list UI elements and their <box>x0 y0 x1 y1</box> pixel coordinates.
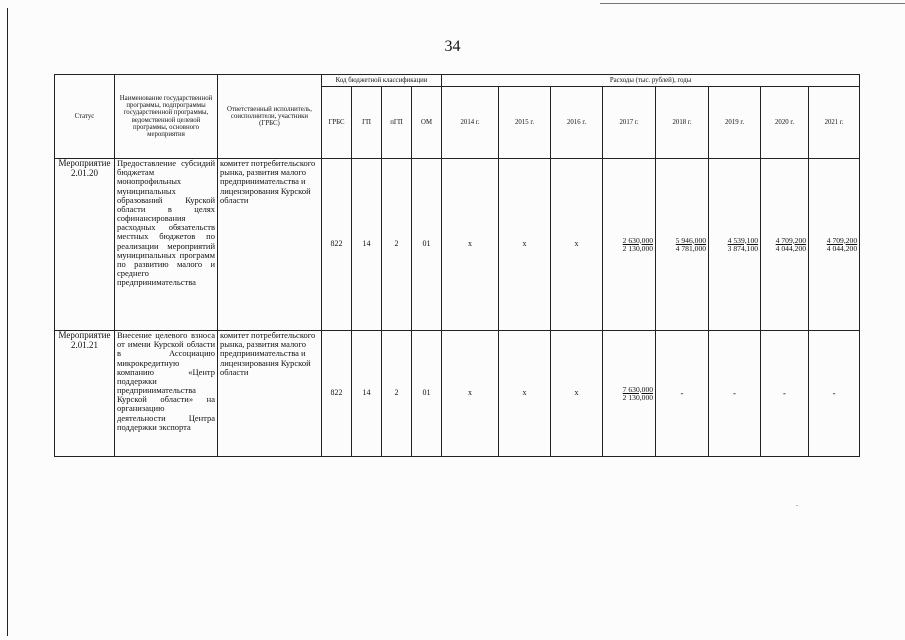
header-year: 2015 г. <box>499 87 551 159</box>
year-value-cell: х <box>442 331 499 457</box>
pgp-cell: 2 <box>382 159 412 331</box>
header-year: 2019 г. <box>709 87 761 159</box>
year-value-cell: х <box>442 159 499 331</box>
gp-cell: 14 <box>352 159 382 331</box>
year-value-cell: - <box>709 331 761 457</box>
header-budget-code: Код бюджетной классификации <box>322 75 442 87</box>
header-name: Наименование государственной программы, подпрограммы государственной программы, ведомственной целевой программы, основного мероприятия <box>115 75 218 159</box>
status-cell: Мероприятие 2.01.20 <box>55 159 115 331</box>
value-regional: 2 130,000 <box>622 243 654 253</box>
om-cell: 01 <box>412 159 442 331</box>
year-value-cell: - <box>809 331 860 457</box>
year-value-cell <box>603 159 656 331</box>
value-regional: 4 044,200 <box>826 243 858 253</box>
year-value-cell <box>656 159 709 331</box>
year-value-cell: х <box>551 159 603 331</box>
header-year: 2016 г. <box>551 87 603 159</box>
header-responsible: Ответственный исполнитель, соисполнители, участники (ГРБС) <box>218 75 322 159</box>
table-row <box>55 331 860 457</box>
header-year: 2014 г. <box>442 87 499 159</box>
name-cell: Внесение целевого взноса от имени Курской области в Ассоциацию микрокредитную компанию «Центр поддержки предпринимательства Курской области» на организацию деятельности Центра поддержки экспорта <box>115 331 218 457</box>
year-value-cell: х <box>551 331 603 457</box>
pgp-cell: 2 <box>382 331 412 457</box>
header-pgp: пГП <box>382 87 412 159</box>
year-value-cell: - <box>761 331 809 457</box>
gp-cell: 14 <box>352 331 382 457</box>
table-row <box>55 159 860 331</box>
top-rule <box>600 3 905 4</box>
header-year: 2017 г. <box>603 87 656 159</box>
year-value-cell: х <box>499 331 551 457</box>
left-margin-line <box>7 8 8 636</box>
header-year: 2020 г. <box>761 87 809 159</box>
responsible-cell: комитет потребительского рынка, развития малого предпринимательства и лицензирования Курской области <box>218 331 322 457</box>
scan-speck <box>796 505 798 506</box>
value-regional: 4 044,200 <box>775 243 807 253</box>
grbs-cell: 822 <box>322 331 352 457</box>
value-total: 2 630,000 <box>622 235 654 245</box>
name-cell: Предоставление субсидий бюджетам монопрофильных муниципальных образований Курской области в целях софинансирования расходных обязательств местных бюджетов по реализации мероприятий муниципальных программ по развитию малого и среднего предпринимательства <box>115 159 218 331</box>
year-value-cell <box>603 331 656 457</box>
header-year: 2018 г. <box>656 87 709 159</box>
page-number: 34 <box>444 38 461 55</box>
header-expenses: Расходы (тыс. рублей), годы <box>442 75 860 87</box>
budget-table <box>54 74 860 457</box>
grbs-cell: 822 <box>322 159 352 331</box>
header-status: Статус <box>55 75 115 159</box>
status-cell: Мероприятие 2.01.21 <box>55 331 115 457</box>
value-total: 5 946,000 <box>675 235 707 245</box>
header-om: ОМ <box>412 87 442 159</box>
year-value-cell <box>761 159 809 331</box>
om-cell: 01 <box>412 331 442 457</box>
value-total: 4 539,100 <box>727 235 759 245</box>
year-value-cell: х <box>499 159 551 331</box>
header-row-1 <box>55 75 860 87</box>
value-regional: 4 781,000 <box>675 243 707 253</box>
value-regional: 3 874,100 <box>727 243 759 253</box>
year-value-cell <box>709 159 761 331</box>
header-grbs: ГРБС <box>322 87 352 159</box>
value-total: 4 709,200 <box>826 235 858 245</box>
year-value-cell <box>809 159 860 331</box>
header-year: 2021 г. <box>809 87 860 159</box>
header-gp: ГП <box>352 87 382 159</box>
year-value-cell: - <box>656 331 709 457</box>
responsible-cell: комитет потребительского рынка, развития малого предпринимательства и лицензирования Курской области <box>218 159 322 331</box>
value-total: 4 709,200 <box>775 235 807 245</box>
value-total: 7 630,000 <box>622 384 654 394</box>
value-regional: 2 130,000 <box>622 392 654 402</box>
